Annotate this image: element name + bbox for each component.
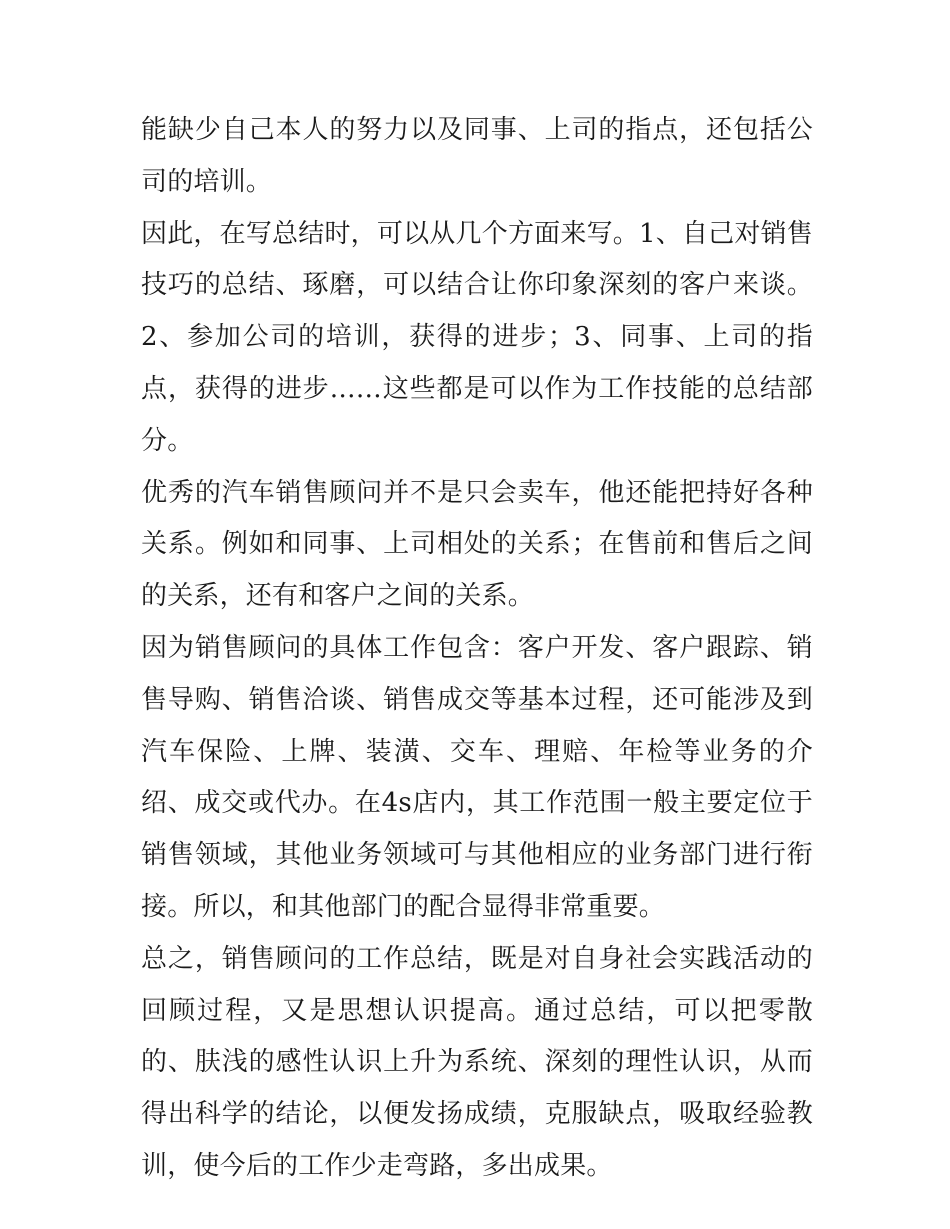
paragraph-4: 因为销售顾问的具体工作包含：客户开发、客户跟踪、销售导购、销售洽谈、销售成交等基本过程，还可能涉及到汽车保险、上牌、装潢、交车、理赔、年检等业务的介绍、成交或代办。在4s店内，其工作范围一般主要定位于销售领域，其他业务领域可与其他相应的业务部门进行衔接。所以，和其他部门的配合显得非常重要。 [141,632,813,922]
paragraph-2: 因此，在写总结时，可以从几个方面来写。1、自己对销售技巧的总结、琢磨，可以结合让你印象深刻的客户来谈。2、参加公司的培训，获得的进步；3、同事、上司的指点，获得的进步……这些都是可以作为工作技能的总结部分。 [141,218,813,456]
paragraph-3: 优秀的汽车销售顾问并不是只会卖车，他还能把持好各种关系。例如和同事、上司相处的关系；在售前和售后之间的关系，还有和客户之间的关系。 [141,477,813,612]
document-body [141,105,813,1193]
paragraph-5: 总之，销售顾问的工作总结，既是对自身社会实践活动的回顾过程，又是思想认识提高。通过总结，可以把零散的、肤浅的感性认识上升为系统、深刻的理性认识，从而得出科学的结论，以便发扬成绩，克服缺点，吸取经验教训，使今后的工作少走弯路，多出成果。 [141,943,813,1181]
paragraph-1: 能缺少自己本人的努力以及同事、上司的指点，还包括公司的培训。 [141,115,813,197]
